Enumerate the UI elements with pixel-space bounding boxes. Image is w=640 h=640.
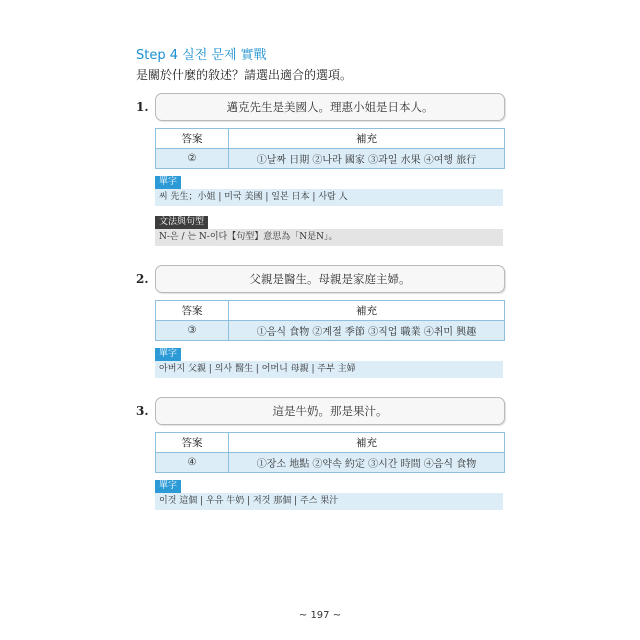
answer-options: ①날짜 日期 ②나라 國家 ③과일 水果 ④여행 旅行 bbox=[229, 149, 505, 169]
answer-header: 答案 bbox=[156, 433, 229, 453]
vocab-label: 單字 bbox=[155, 480, 181, 493]
question-number: 1. bbox=[136, 100, 149, 114]
grammar-label: 文法與句型 bbox=[155, 216, 208, 229]
answer-value: ④ bbox=[156, 453, 229, 473]
instruction: 是關於什麼的敘述？請選出適合的選項。 bbox=[136, 68, 353, 82]
vocab-list: 씨 先生；小姐 | 미국 美國 | 일본 日本 | 사람 人 bbox=[155, 189, 503, 206]
supplement-header: 補充 bbox=[229, 129, 505, 149]
vocab-label: 單字 bbox=[155, 348, 181, 361]
question-sentence: 邁克先生是美國人。理惠小姐是日本人。 bbox=[155, 93, 505, 121]
question-number: 2. bbox=[136, 272, 149, 286]
question-sentence: 這是牛奶。那是果汁。 bbox=[155, 397, 505, 425]
answer-table bbox=[155, 300, 505, 341]
answer-value: ② bbox=[156, 149, 229, 169]
question-number: 3. bbox=[136, 404, 149, 418]
supplement-header: 補充 bbox=[229, 433, 505, 453]
answer-value: ③ bbox=[156, 321, 229, 341]
supplement-header: 補充 bbox=[229, 301, 505, 321]
step-title: Step 4 실전 문제 實戰 bbox=[136, 48, 267, 63]
answer-table bbox=[155, 128, 505, 169]
vocab-list: 이것 這個 | 우유 牛奶 | 저것 那個 | 주스 果汁 bbox=[155, 493, 503, 510]
vocab-label: 單字 bbox=[155, 176, 181, 189]
answer-header: 答案 bbox=[156, 129, 229, 149]
grammar-note: N-은 / 는 N-이다【句型】意思為「N是N」。 bbox=[155, 229, 503, 246]
page-number: ~ 197 ~ bbox=[298, 610, 342, 621]
answer-options: ①음식 食物 ②계절 季節 ③직업 職業 ④취미 興趣 bbox=[229, 321, 505, 341]
question-sentence: 父親是醫生。母親是家庭主婦。 bbox=[155, 265, 505, 293]
vocab-list: 아버지 父親 | 의사 醫生 | 어머니 母親 | 주부 主婦 bbox=[155, 361, 503, 378]
answer-options: ①장소 地點 ②약속 約定 ③시간 時間 ④음식 食物 bbox=[229, 453, 505, 473]
answer-table bbox=[155, 432, 505, 473]
answer-header: 答案 bbox=[156, 301, 229, 321]
